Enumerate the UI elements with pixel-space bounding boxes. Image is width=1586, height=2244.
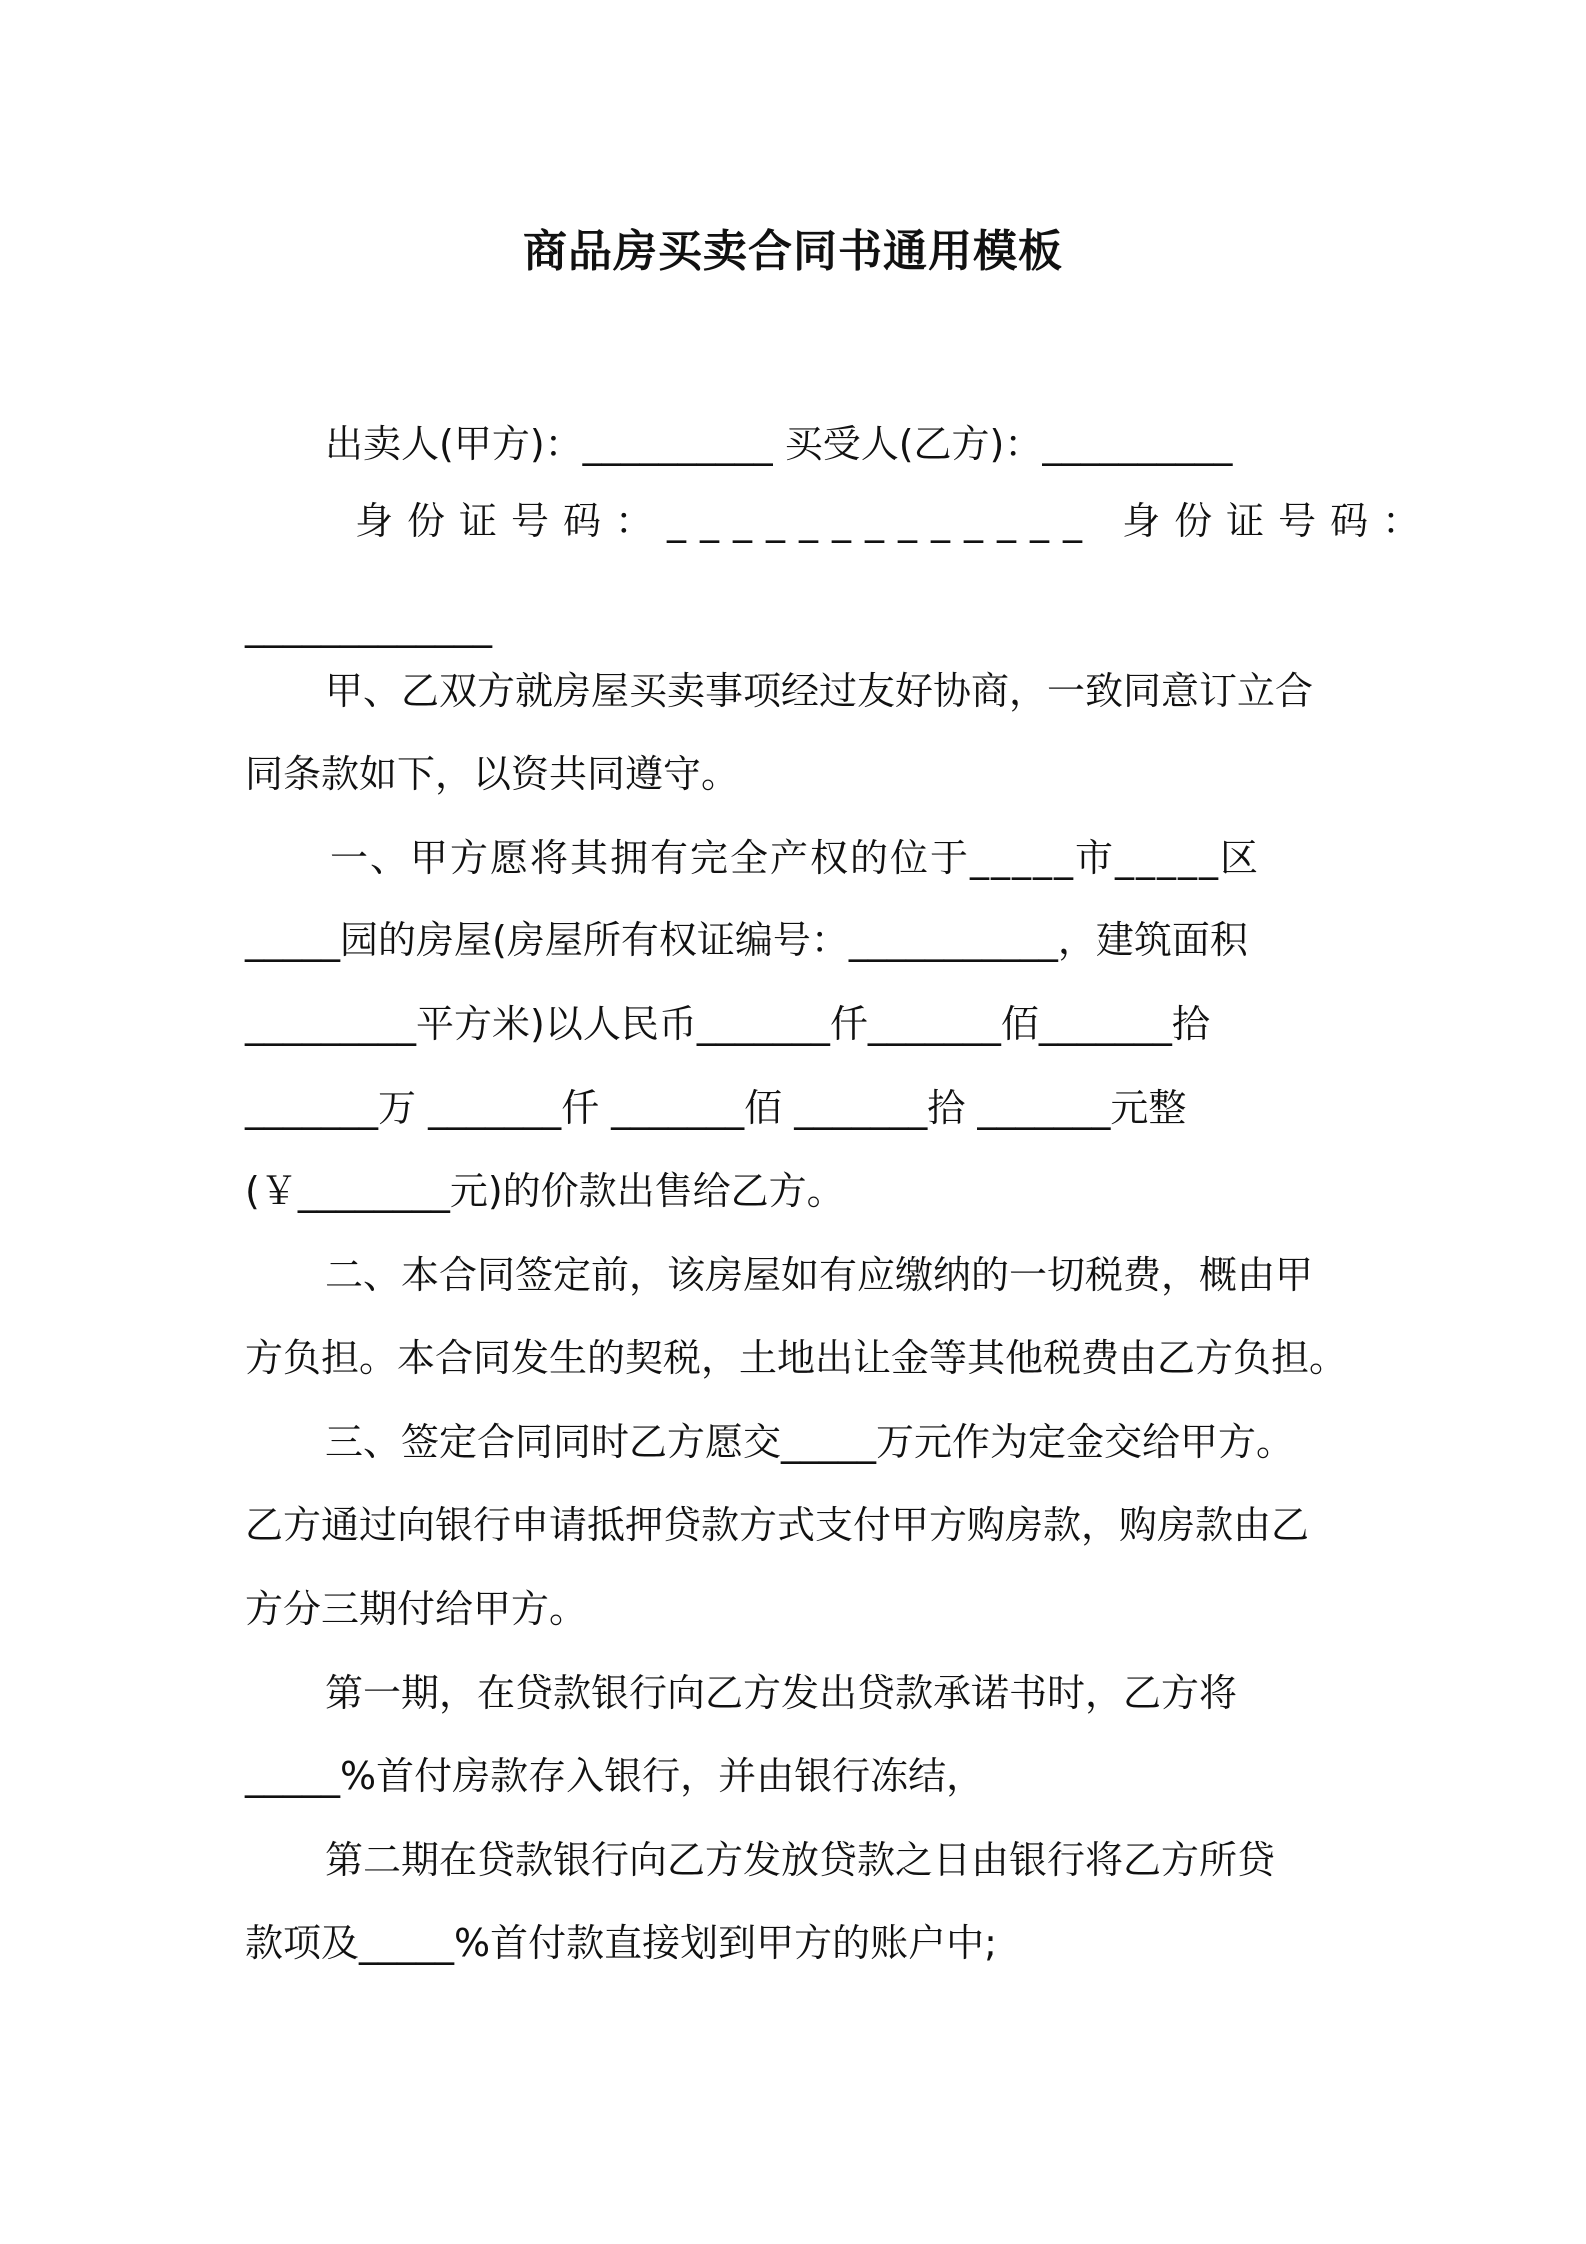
clause2-line-2: 方负担。本合同发生的契税，土地出让金等其他税费由乙方负担。: [245, 1336, 1348, 1380]
clause1-line-2: _____园的房屋(房屋所有权证编号：___________，建筑面积: [245, 918, 1248, 962]
id-number-line: [355, 499, 1435, 543]
intro-line-2: 同条款如下，以资共同遵守。: [245, 752, 740, 796]
clause1-line-1: 一、甲方愿将其拥有完全产权的位于_____市_____区: [330, 836, 1261, 880]
clause2-line-1: 二、本合同签定前，该房屋如有应缴纳的一切税费，概由甲: [325, 1253, 1314, 1297]
id-number-blank-line: _____________: [245, 604, 492, 648]
party-names-line: 出卖人(甲方)：__________ 买受人(乙方)：__________: [325, 422, 1233, 466]
id-number-text: 身份证号码：_____________ 身份证号码：: [355, 499, 1435, 543]
intro-line-1: 甲、乙双方就房屋买卖事项经过友好协商，一致同意订立合: [325, 669, 1314, 713]
clause3-line-2: 乙方通过向银行申请抵押贷款方式支付甲方购房款，购房款由乙: [245, 1503, 1310, 1547]
document-title: 商品房买卖合同书通用模板: [523, 226, 1063, 277]
phase2-line-1: 第二期在贷款银行向乙方发放贷款之日由银行将乙方所贷: [325, 1838, 1276, 1882]
phase2-line-2: 款项及_____%首付款直接划到甲方的账户中;: [245, 1921, 997, 1965]
phase1-line-2: _____%首付房款存入银行，并由银行冻结，: [245, 1754, 985, 1798]
clause1-line-4: _______万 _______仟 _______佰 _______拾 _______元整: [245, 1086, 1187, 1130]
clause3-line-3: 方分三期付给甲方。: [245, 1587, 588, 1631]
phase1-line-1: 第一期，在贷款银行向乙方发出贷款承诺书时，乙方将: [325, 1671, 1238, 1715]
clause1-line-5: (￥________元)的价款出售给乙方。: [245, 1169, 845, 1213]
clause3-line-1: 三、签定合同同时乙方愿交_____万元作为定金交给甲方。: [325, 1420, 1295, 1464]
clause1-line-3: _________平方米)以人民币_______仟_______佰_______拾: [245, 1002, 1210, 1046]
